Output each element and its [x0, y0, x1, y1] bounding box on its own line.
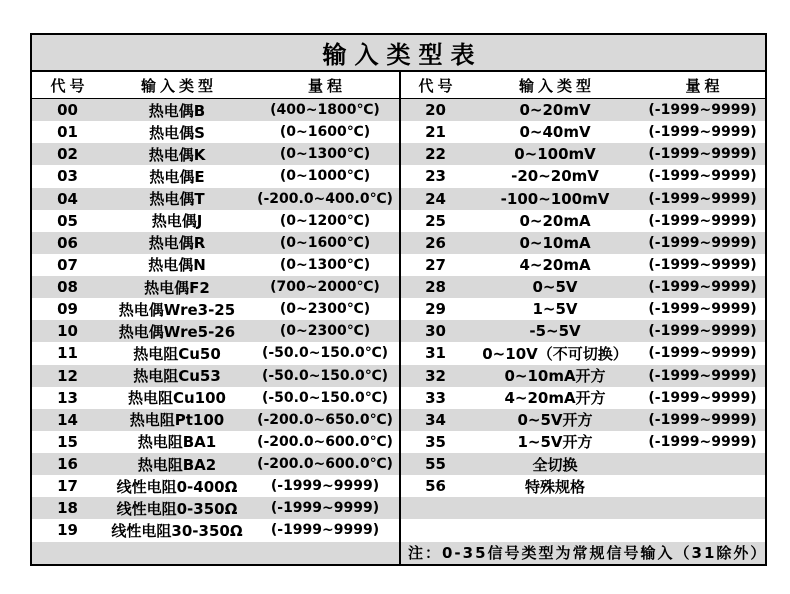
cell-range-left [251, 542, 400, 565]
cell-range-left: (-200.0~650.0℃) [251, 409, 400, 431]
cell-code-right: 23 [400, 165, 470, 187]
table-body [31, 99, 766, 566]
header-type-left: 输入类型 [103, 71, 251, 99]
cell-range-left: (0~1300℃) [251, 254, 400, 276]
cell-code-left: 17 [31, 475, 103, 497]
cell-type-right: 0~10mA开方 [470, 365, 640, 387]
cell-type-right: 0~10V（不可切换） [470, 342, 640, 364]
cell-range-right: (-1999~9999) [640, 387, 766, 409]
cell-type-left: 热电偶Wre5-26 [103, 320, 251, 342]
cell-range-left: (0~1600℃) [251, 232, 400, 254]
cell-code-left: 19 [31, 519, 103, 541]
cell-range-left: (400~1800℃) [251, 99, 400, 122]
cell-range-right: (-1999~9999) [640, 254, 766, 276]
cell-type-right: 0~5V开方 [470, 409, 640, 431]
table-row [31, 519, 766, 541]
table-row [31, 276, 766, 298]
cell-range-left: (0~1600℃) [251, 121, 400, 143]
table-row [31, 254, 766, 276]
cell-type-right: 1~5V [470, 298, 640, 320]
cell-type-right: 0~20mA [470, 210, 640, 232]
cell-code-left: 12 [31, 365, 103, 387]
cell-type-right: 0~5V [470, 276, 640, 298]
cell-code-left: 04 [31, 188, 103, 210]
header-code-left: 代号 [31, 71, 103, 99]
cell-code-right: 56 [400, 475, 470, 497]
cell-code-right: 29 [400, 298, 470, 320]
header-code-right: 代号 [400, 71, 470, 99]
cell-type-right: 1~5V开方 [470, 431, 640, 453]
cell-type-right [470, 519, 640, 541]
table-row [31, 232, 766, 254]
cell-type-left: 热电偶B [103, 99, 251, 122]
cell-type-right: -20~20mV [470, 165, 640, 187]
cell-range-right: (-1999~9999) [640, 431, 766, 453]
cell-range-left: (-1999~9999) [251, 475, 400, 497]
cell-code-left: 15 [31, 431, 103, 453]
cell-code-right: 31 [400, 342, 470, 364]
cell-code-left: 06 [31, 232, 103, 254]
cell-range-left: (-50.0~150.0℃) [251, 365, 400, 387]
cell-code-left: 18 [31, 497, 103, 519]
cell-type-right: 特殊规格 [470, 475, 640, 497]
cell-code-left: 09 [31, 298, 103, 320]
cell-type-left: 线性电阻0-400Ω [103, 475, 251, 497]
table-row [31, 431, 766, 453]
cell-range-left: (700~2000℃) [251, 276, 400, 298]
cell-range-right [640, 453, 766, 475]
cell-range-right: (-1999~9999) [640, 121, 766, 143]
cell-range-right: (-1999~9999) [640, 165, 766, 187]
cell-code-left: 05 [31, 210, 103, 232]
cell-range-left: (0~1000℃) [251, 165, 400, 187]
table-row [31, 365, 766, 387]
cell-code-left: 00 [31, 99, 103, 122]
cell-type-left: 热电阻BA2 [103, 453, 251, 475]
table-row [31, 99, 766, 122]
cell-code-left: 14 [31, 409, 103, 431]
table-row [31, 210, 766, 232]
cell-type-left: 热电阻Cu100 [103, 387, 251, 409]
input-type-table [30, 33, 767, 566]
table-title: 输入类型表 [31, 34, 766, 71]
cell-code-right: 30 [400, 320, 470, 342]
table-row [31, 409, 766, 431]
cell-code-right [400, 519, 470, 541]
cell-type-left: 热电阻BA1 [103, 431, 251, 453]
cell-code-left: 08 [31, 276, 103, 298]
cell-range-left: (-1999~9999) [251, 497, 400, 519]
cell-code-right: 35 [400, 431, 470, 453]
cell-code-left: 07 [31, 254, 103, 276]
table-row [31, 143, 766, 165]
cell-type-left: 热电偶N [103, 254, 251, 276]
cell-type-left: 线性电阻30-350Ω [103, 519, 251, 541]
cell-code-left: 11 [31, 342, 103, 364]
cell-type-right: -100~100mV [470, 188, 640, 210]
cell-range-left: (-1999~9999) [251, 519, 400, 541]
table-header-row [31, 71, 766, 99]
cell-type-right: -5~5V [470, 320, 640, 342]
cell-type-right [470, 497, 640, 519]
cell-code-right [400, 497, 470, 519]
table-row [31, 453, 766, 475]
cell-code-left: 02 [31, 143, 103, 165]
cell-type-right: 0~100mV [470, 143, 640, 165]
cell-range-right: (-1999~9999) [640, 99, 766, 122]
cell-code-right: 32 [400, 365, 470, 387]
cell-range-right: (-1999~9999) [640, 365, 766, 387]
table-row [31, 475, 766, 497]
cell-code-right: 22 [400, 143, 470, 165]
cell-code-left [31, 542, 103, 565]
cell-code-right: 21 [400, 121, 470, 143]
cell-range-right: (-1999~9999) [640, 143, 766, 165]
table-row [31, 188, 766, 210]
cell-range-left: (0~1200℃) [251, 210, 400, 232]
cell-range-right: (-1999~9999) [640, 342, 766, 364]
cell-code-right: 24 [400, 188, 470, 210]
cell-type-left: 热电偶K [103, 143, 251, 165]
cell-range-left: (-200.0~400.0℃) [251, 188, 400, 210]
cell-type-left: 热电偶Wre3-25 [103, 298, 251, 320]
cell-type-left: 热电偶F2 [103, 276, 251, 298]
cell-type-left: 热电阻Cu53 [103, 365, 251, 387]
cell-range-right: (-1999~9999) [640, 210, 766, 232]
cell-type-right: 0~40mV [470, 121, 640, 143]
cell-code-left: 13 [31, 387, 103, 409]
cell-type-left: 热电阻Pt100 [103, 409, 251, 431]
cell-range-right [640, 475, 766, 497]
cell-code-left: 16 [31, 453, 103, 475]
cell-type-right: 全切换 [470, 453, 640, 475]
cell-type-right: 0~10mA [470, 232, 640, 254]
cell-range-right: (-1999~9999) [640, 276, 766, 298]
cell-type-left: 热电偶E [103, 165, 251, 187]
cell-range-left: (-200.0~600.0℃) [251, 431, 400, 453]
cell-type-left [103, 542, 251, 565]
cell-range-right: (-1999~9999) [640, 232, 766, 254]
header-range-left: 量程 [251, 71, 400, 99]
table-row [31, 121, 766, 143]
cell-type-right: 0~20mV [470, 99, 640, 122]
note-text: 注：0-35信号类型为常规信号输入（31除外） [400, 542, 766, 565]
cell-range-left: (-200.0~600.0℃) [251, 453, 400, 475]
cell-range-right: (-1999~9999) [640, 320, 766, 342]
cell-range-right [640, 497, 766, 519]
cell-range-left: (0~2300℃) [251, 298, 400, 320]
table-row [31, 497, 766, 519]
cell-code-left: 01 [31, 121, 103, 143]
table-row [31, 387, 766, 409]
cell-code-left: 03 [31, 165, 103, 187]
cell-range-left: (-50.0~150.0℃) [251, 342, 400, 364]
cell-range-left: (0~2300℃) [251, 320, 400, 342]
cell-type-left: 线性电阻0-350Ω [103, 497, 251, 519]
cell-code-left: 10 [31, 320, 103, 342]
cell-code-right: 20 [400, 99, 470, 122]
cell-type-left: 热电偶R [103, 232, 251, 254]
cell-code-right: 26 [400, 232, 470, 254]
header-range-right: 量程 [640, 71, 766, 99]
cell-type-left: 热电偶S [103, 121, 251, 143]
cell-type-right: 4~20mA开方 [470, 387, 640, 409]
cell-range-right: (-1999~9999) [640, 409, 766, 431]
cell-code-right: 34 [400, 409, 470, 431]
cell-code-right: 28 [400, 276, 470, 298]
table-row [31, 298, 766, 320]
cell-code-right: 33 [400, 387, 470, 409]
cell-range-left: (0~1300℃) [251, 143, 400, 165]
table-row [31, 320, 766, 342]
cell-type-left: 热电偶T [103, 188, 251, 210]
table-row [31, 342, 766, 364]
cell-code-right: 55 [400, 453, 470, 475]
cell-range-right [640, 519, 766, 541]
table-row [31, 165, 766, 187]
cell-range-right: (-1999~9999) [640, 188, 766, 210]
header-type-right: 输入类型 [470, 71, 640, 99]
cell-range-left: (-50.0~150.0℃) [251, 387, 400, 409]
table-note-row [31, 542, 766, 565]
cell-range-right: (-1999~9999) [640, 298, 766, 320]
cell-type-right: 4~20mA [470, 254, 640, 276]
cell-type-left: 热电阻Cu50 [103, 342, 251, 364]
table-title-row [31, 34, 766, 71]
cell-code-right: 27 [400, 254, 470, 276]
cell-code-right: 25 [400, 210, 470, 232]
cell-type-left: 热电偶J [103, 210, 251, 232]
